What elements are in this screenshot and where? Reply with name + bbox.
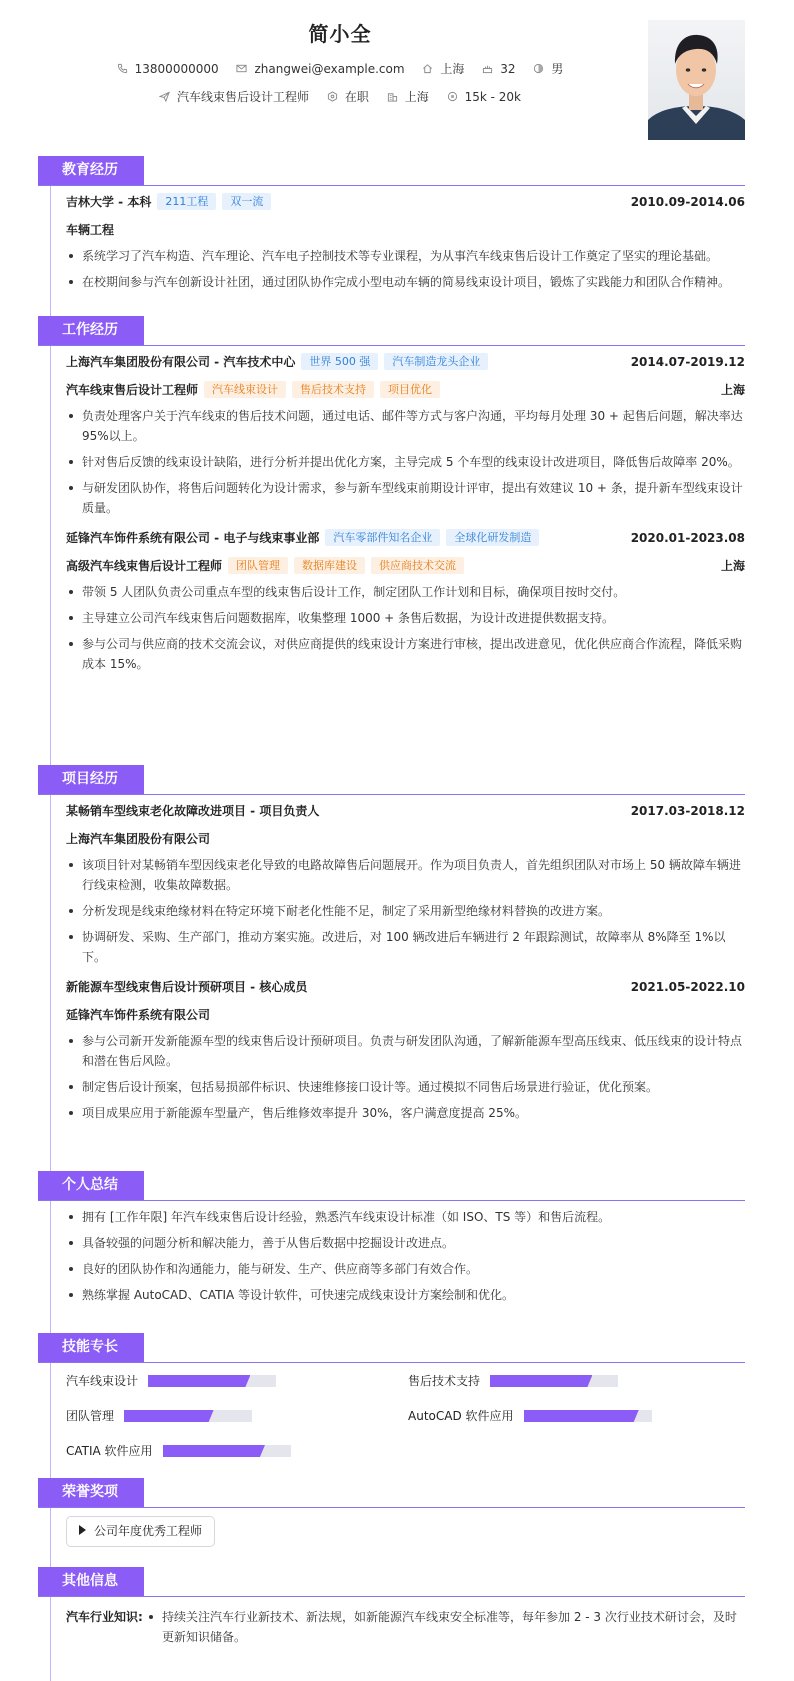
avatar bbox=[648, 20, 745, 140]
home-icon bbox=[422, 63, 433, 74]
project-org: 上海汽车集团股份有限公司 bbox=[66, 832, 211, 846]
skill-bar-fill bbox=[490, 1375, 592, 1387]
role-tag: 供应商技术交流 bbox=[371, 557, 464, 574]
school-name: 吉林大学 - 本科 bbox=[66, 195, 152, 209]
skill-name: AutoCAD 软件应用 bbox=[408, 1409, 514, 1423]
role-tag: 汽车线束设计 bbox=[204, 381, 286, 398]
project-org-row bbox=[66, 1001, 745, 1029]
list-item: 带领 5 人团队负责公司重点车型的线束售后设计工作，制定团队工作计划和目标，确保项目按时交付。 bbox=[66, 582, 745, 602]
list-item: 参与公司与供应商的技术交流会议，对供应商提供的线束设计方案进行审核，提出改进意见，优化供应商合作流程，降低采购成本 15%。 bbox=[66, 634, 745, 674]
company-tag: 汽车零部件知名企业 bbox=[325, 529, 440, 546]
section-divider bbox=[38, 1200, 745, 1201]
section-title-education: 教育经历 bbox=[38, 156, 144, 185]
section-divider bbox=[38, 345, 745, 346]
section-title-summary: 个人总结 bbox=[38, 1171, 144, 1200]
role-tag: 数据库建设 bbox=[294, 557, 365, 574]
major-row bbox=[66, 216, 745, 244]
salary-info bbox=[447, 90, 521, 104]
section-header bbox=[38, 156, 745, 186]
age-text: 32 bbox=[500, 61, 516, 76]
skill-bar-fill bbox=[124, 1410, 214, 1422]
other-bullets bbox=[146, 1607, 745, 1647]
skill-item bbox=[66, 1441, 291, 1461]
section-title-honors: 荣誉奖项 bbox=[38, 1478, 144, 1507]
city-icon bbox=[387, 91, 398, 102]
list-item: 针对售后反馈的线束设计缺陷，进行分析并提出优化方案，主导完成 5 个车型的线束设计改进项目，降低售后故障率 20%。 bbox=[66, 452, 745, 472]
list-item: 持续关注汽车行业新技术、新法规，如新能源汽车线束安全标准等，每年参加 2 - 3 次行业技术研讨会，及时更新知识储备。 bbox=[146, 1607, 745, 1647]
city-info bbox=[387, 88, 429, 105]
section-header bbox=[38, 765, 745, 795]
major-name: 车辆工程 bbox=[66, 223, 115, 237]
education-section bbox=[38, 156, 745, 298]
role-row bbox=[66, 552, 745, 580]
work-location: 上海 bbox=[720, 559, 745, 573]
list-item: 熟练掌握 AutoCAD、CATIA 等设计软件，可快速完成线束设计方案绘制和优化。 bbox=[66, 1285, 745, 1305]
project-org: 延锋汽车饰件系统有限公司 bbox=[66, 1008, 211, 1022]
company-row bbox=[66, 348, 745, 376]
candidate-name: 简小全 bbox=[308, 22, 372, 46]
skills-grid bbox=[66, 1363, 745, 1475]
work-bullets bbox=[66, 582, 745, 674]
project-bullets bbox=[66, 855, 745, 967]
gender-info bbox=[533, 60, 563, 77]
skill-item bbox=[66, 1371, 276, 1391]
salary-text: 15k - 20k bbox=[464, 89, 521, 104]
list-item: 具备较强的问题分析和解决能力，善于从售后数据中挖掘设计改进点。 bbox=[66, 1233, 745, 1253]
status-icon bbox=[327, 91, 338, 102]
skill-bar bbox=[124, 1410, 252, 1422]
skill-name: 团队管理 bbox=[66, 1409, 115, 1423]
age-info bbox=[482, 62, 515, 76]
skill-bar-fill bbox=[524, 1410, 639, 1422]
project-date: 2017.03-2018.12 bbox=[630, 804, 745, 818]
skill-item bbox=[66, 1406, 252, 1426]
honors-section bbox=[38, 1478, 745, 1547]
award-name: 公司年度优秀工程师 bbox=[94, 1524, 203, 1538]
work-location: 上海 bbox=[720, 383, 745, 397]
project-date: 2021.05-2022.10 bbox=[630, 980, 745, 994]
job-target-info bbox=[159, 88, 309, 105]
status-text: 在职 bbox=[344, 90, 369, 104]
section-divider bbox=[38, 1507, 745, 1508]
salary-icon bbox=[447, 91, 458, 102]
section-divider bbox=[38, 794, 745, 795]
list-item: 在校期间参与汽车创新设计社团，通过团队协作完成小型电动车辆的简易线束设计项目，锻炼了实践能力和团队合作精神。 bbox=[66, 272, 745, 292]
project-org-row bbox=[66, 825, 745, 853]
skills-section bbox=[38, 1333, 745, 1475]
work-date: 2020.01-2023.08 bbox=[630, 531, 745, 545]
skill-bar-fill bbox=[163, 1445, 265, 1457]
section-title-projects: 项目经历 bbox=[38, 765, 144, 794]
list-item: 项目成果应用于新能源车型量产，售后维修效率提升 30%，客户满意度提高 25%。 bbox=[66, 1103, 745, 1123]
skill-name: CATIA 软件应用 bbox=[66, 1444, 153, 1458]
other-section bbox=[38, 1567, 745, 1653]
school-tag: 211工程 bbox=[157, 193, 216, 210]
list-item: 主导建立公司汽车线束售后问题数据库，收集整理 1000 + 条售后数据，为设计改进提供数据支持。 bbox=[66, 608, 745, 628]
contact-row bbox=[0, 60, 680, 77]
project-row bbox=[66, 973, 745, 1001]
other-label: 汽车行业知识: bbox=[66, 1610, 143, 1624]
skill-item bbox=[408, 1371, 618, 1391]
job-row bbox=[0, 88, 680, 105]
section-title-skills: 技能专长 bbox=[38, 1333, 144, 1362]
other-info bbox=[66, 1607, 745, 1647]
education-row bbox=[66, 188, 745, 216]
phone-icon bbox=[117, 63, 128, 74]
project-row bbox=[66, 797, 745, 825]
email-text: zhangwei@example.com bbox=[254, 61, 405, 76]
company-tag: 汽车制造龙头企业 bbox=[384, 353, 488, 370]
list-item: 协调研发、采购、生产部门，推动方案实施。改进后，对 100 辆改进后车辆进行 2 年跟踪测试，故障率从 8%降至 1%以下。 bbox=[66, 927, 745, 967]
hometown-text: 上海 bbox=[440, 62, 465, 76]
city-text: 上海 bbox=[404, 90, 429, 104]
status-info bbox=[327, 88, 369, 105]
skill-name: 汽车线束设计 bbox=[66, 1374, 139, 1388]
phone-text: 13800000000 bbox=[134, 61, 219, 76]
list-item: 与研发团队协作，将售后问题转化为设计需求，参与新车型线束前期设计评审，提出有效建议 10 + 条，提升新车型线束设计质量。 bbox=[66, 478, 745, 518]
skill-bar bbox=[148, 1375, 276, 1387]
skill-bar bbox=[524, 1410, 652, 1422]
summary-bullets bbox=[66, 1207, 745, 1305]
company-name: 上海汽车集团股份有限公司 - 汽车技术中心 bbox=[66, 355, 296, 369]
skill-bar-fill bbox=[148, 1375, 250, 1387]
gender-icon bbox=[533, 63, 544, 74]
section-title-work: 工作经历 bbox=[38, 316, 144, 345]
list-item: 参与公司新开发新能源车型的线束售后设计预研项目。负责与研发团队沟通，了解新能源车型高压线束、低压线束的设计特点和潜在售后风险。 bbox=[66, 1031, 745, 1071]
list-item: 系统学习了汽车构造、汽车理论、汽车电子控制技术等专业课程，为从事汽车线束售后设计工作奠定了坚实的理论基础。 bbox=[66, 246, 745, 266]
section-title-other: 其他信息 bbox=[38, 1567, 144, 1596]
section-header bbox=[38, 1478, 745, 1508]
list-item: 良好的团队协作和沟通能力，能与研发、生产、供应商等多部门有效合作。 bbox=[66, 1259, 745, 1279]
award-item[interactable] bbox=[66, 1516, 215, 1547]
skill-bar bbox=[490, 1375, 618, 1387]
list-item: 负责处理客户关于汽车线束的售后技术问题，通过电话、邮件等方式与客户沟通，平均每月处理 30 + 起售后问题，解决率达 95%以上。 bbox=[66, 406, 745, 446]
role-name: 汽车线束售后设计工程师 bbox=[66, 383, 199, 397]
role-tag: 团队管理 bbox=[228, 557, 288, 574]
company-tag: 全球化研发制造 bbox=[446, 529, 539, 546]
list-item: 该项目针对某畅销车型因线束老化导致的电路故障售后问题展开。作为项目负责人，首先组织团队对市场上 50 辆故障车辆进行线束检测，收集故障数据。 bbox=[66, 855, 745, 895]
list-item: 分析发现是线束绝缘材料在特定环境下耐老化性能不足，制定了采用新型绝缘材料替换的改进方案。 bbox=[66, 901, 745, 921]
play-icon bbox=[79, 1525, 86, 1535]
mail-icon bbox=[236, 63, 247, 74]
education-bullets bbox=[66, 246, 745, 292]
company-tag: 世界 500 强 bbox=[301, 353, 378, 370]
age-icon bbox=[482, 63, 493, 74]
school-tag: 双一流 bbox=[222, 193, 271, 210]
list-item: 制定售后设计预案，包括易损部件标识、快速维修接口设计等。通过模拟不同售后场景进行验证，优化预案。 bbox=[66, 1077, 745, 1097]
education-date: 2010.09-2014.06 bbox=[630, 195, 745, 209]
skill-bar bbox=[163, 1445, 291, 1457]
list-item: 拥有 [工作年限] 年汽车线束售后设计经验，熟悉汽车线束设计标准（如 ISO、TS 等）和售后流程。 bbox=[66, 1207, 745, 1227]
role-tag: 售后技术支持 bbox=[292, 381, 374, 398]
job-target-text: 汽车线束售后设计工程师 bbox=[177, 90, 310, 104]
section-divider bbox=[38, 185, 745, 186]
project-name: 新能源车型线束售后设计预研项目 - 核心成员 bbox=[66, 980, 308, 994]
skill-item bbox=[408, 1406, 652, 1426]
role-tag: 项目优化 bbox=[380, 381, 440, 398]
role-name: 高级汽车线束售后设计工程师 bbox=[66, 559, 223, 573]
section-header bbox=[38, 316, 745, 346]
company-row bbox=[66, 524, 745, 552]
work-section bbox=[38, 316, 745, 680]
section-header bbox=[38, 1333, 745, 1363]
send-icon bbox=[159, 91, 170, 102]
project-bullets bbox=[66, 1031, 745, 1123]
email-info bbox=[236, 62, 404, 76]
work-bullets bbox=[66, 406, 745, 518]
projects-section bbox=[38, 765, 745, 1129]
section-divider bbox=[38, 1596, 745, 1597]
section-header bbox=[38, 1567, 745, 1597]
skill-name: 售后技术支持 bbox=[408, 1374, 481, 1388]
project-name: 某畅销车型线束老化故障改进项目 - 项目负责人 bbox=[66, 804, 320, 818]
phone-info bbox=[117, 62, 219, 76]
section-header bbox=[38, 1171, 745, 1201]
gender-text: 男 bbox=[551, 62, 564, 76]
summary-section bbox=[38, 1171, 745, 1311]
role-row bbox=[66, 376, 745, 404]
company-name: 延锋汽车饰件系统有限公司 - 电子与线束事业部 bbox=[66, 531, 320, 545]
hometown-info bbox=[422, 60, 464, 77]
work-date: 2014.07-2019.12 bbox=[630, 355, 745, 369]
